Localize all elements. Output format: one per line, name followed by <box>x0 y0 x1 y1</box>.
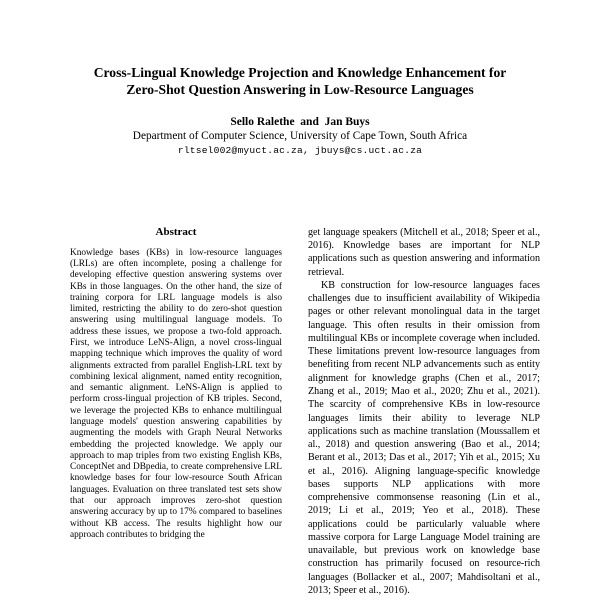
author-names: Sello Ralethe and Jan Buys <box>230 115 370 128</box>
author-emails: rltsel002@myuct.ac.za, jbuys@cs.uct.ac.za <box>177 144 423 156</box>
two-column-body <box>60 226 540 597</box>
abstract-section <box>60 226 292 541</box>
paper-title-line-2: Zero-Shot Question Answering in Low-Resource Languages <box>126 82 474 98</box>
left-column <box>60 226 292 597</box>
paper-title-line-1: Cross-Lingual Knowledge Projection and Knowledge Enhancement for <box>93 65 507 80</box>
body-paragraph-continuation: get language speakers (Mitchell et al., 2018; Speer et al., 2016). Knowledge bases are important for NLP applications such as question answering and information retrieval. <box>308 226 540 278</box>
abstract-text: Knowledge bases (KBs) in low-resource languages (LRLs) are often incomplete, posing a challenge for developing effective question answering systems over KBs in those languages. On the other hand, the size of training corpora for LRL language models is also limited, restricting the ability to do zero-shot question answering using multilingual language models. To address these issues, we propose a two-fold approach. First, we introduce LeNS-Align, a novel cross-lingual mapping technique which improves the quality of word alignments extracted from parallel English-LRL text by combining lexical alignment, named entity recognition, and semantic alignment. LeNS-Align is applied to perform cross-lingual projection of KB triples. Second, we leverage the projected KBs to enhance multilingual language models' question answering capabilities by augmenting the models with Graph Neural Networks embedding the projected knowledge. We apply our approach to map triples from two existing English KBs, ConceptNet and DBpedia, to create comprehensive LRL knowledge bases for four low-resource South African languages. Evaluation on three translated test sets show that our approach improves zero-shot question answering accuracy by up to 17% compared to baselines without KB access. The results highlight how our approach contributes to bridging the <box>70 247 282 540</box>
paper-title <box>60 64 540 99</box>
body-paragraph-kb-construction: KB construction for low-resource languages faces challenges due to insufficient availability of Wikipedia pages or other relevant monolingual data in the target language. This often results in their omission from multilingual KBs or incomplete coverage when included. These limitations prevent low-resource languages from benefiting from recent NLP advancements such as entity alignment for knowledge graphs (Chen et al., 2017; Zhang et al., 2019; Mao et al., 2020; Zhu et al., 2021). The scarcity of comprehensive KBs in low-resource languages limits their ability to leverage NLP applications such as machine translation (Moussallem et al., 2018) and question answering (Bao et al., 2014; Berant et al., 2013; Das et al., 2017; Yih et al., 2015; Xu et al., 2016). Aligning language-specific knowledge bases supports NLP applications with more comprehensive commonsense reasoning (Lin et al., 2019; Li et al., 2019; Yeo et al., 2018). These applications could be particularly valuable where massive corpora for Large Language Model training are unavailable, but previous work on knowledge base construction has primarily focused on resource-rich languages (Bollacker et al., 2007; Mahdisoltani et al., 2013; Speer et al., 2016). <box>308 279 540 596</box>
author-affiliation: Department of Computer Science, University of Cape Town, South Africa <box>132 129 468 142</box>
paper-header <box>60 64 540 156</box>
abstract-heading: Abstract <box>155 225 197 238</box>
right-column <box>308 226 540 597</box>
